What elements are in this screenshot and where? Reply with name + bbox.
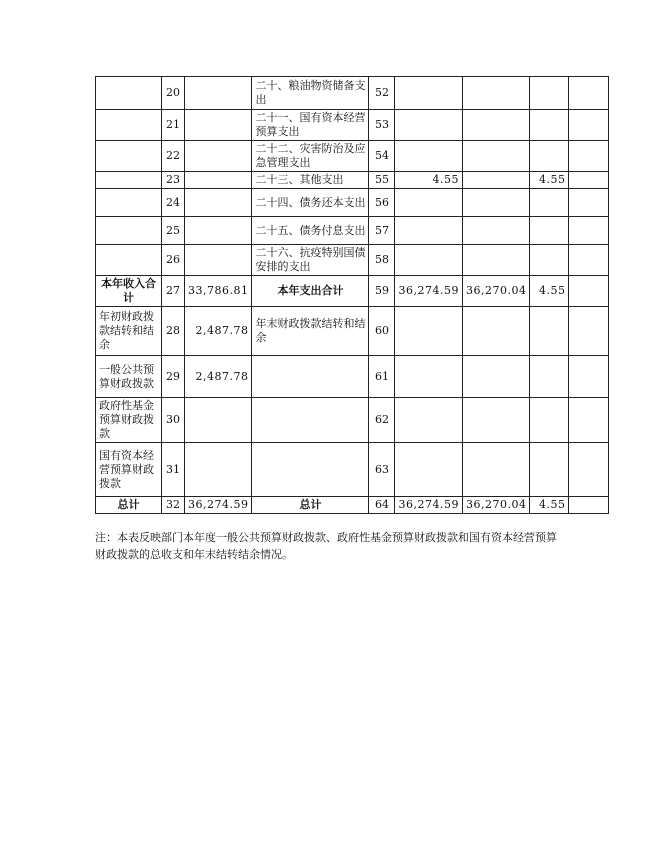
table-row	[96, 77, 609, 110]
income-amount-cell	[185, 217, 252, 245]
expense-item-cell	[252, 443, 369, 497]
expense-row-number-cell: 52	[369, 77, 395, 110]
table-row	[96, 398, 609, 443]
income-amount-cell	[185, 141, 252, 172]
fund-budget-cell	[530, 398, 569, 443]
table-row	[96, 189, 609, 217]
table-row	[96, 217, 609, 245]
income-row-number-cell: 29	[162, 356, 185, 398]
fund-budget-cell	[530, 77, 569, 110]
expense-total-cell	[395, 141, 462, 172]
expense-total-cell	[395, 307, 462, 356]
expense-total-cell	[395, 443, 462, 497]
income-row-number-cell: 25	[162, 217, 185, 245]
income-row-number-cell: 31	[162, 443, 185, 497]
income-label-cell: 一般公共预算财政拨款	[96, 356, 162, 398]
fund-budget-cell: 4.55	[530, 276, 569, 307]
income-row-number-cell: 28	[162, 307, 185, 356]
general-budget-cell	[462, 189, 529, 217]
expense-total-cell: 36,274.59	[395, 276, 462, 307]
income-label-cell: 年初财政拨款结转和结余	[96, 307, 162, 356]
state-capital-budget-cell	[569, 110, 609, 141]
general-budget-cell	[462, 443, 529, 497]
state-capital-budget-cell	[569, 356, 609, 398]
general-budget-cell: 36,270.04	[462, 276, 529, 307]
expense-item-cell: 年末财政拨款结转和结余	[252, 307, 369, 356]
expense-total-cell	[395, 245, 462, 276]
state-capital-budget-cell	[569, 398, 609, 443]
income-amount-cell	[185, 172, 252, 189]
expense-row-number-cell: 58	[369, 245, 395, 276]
fiscal-appropriation-table	[95, 76, 609, 514]
income-row-number-cell: 26	[162, 245, 185, 276]
expense-row-number-cell: 64	[369, 497, 395, 514]
table-row	[96, 356, 609, 398]
expense-row-number-cell: 56	[369, 189, 395, 217]
state-capital-budget-cell	[569, 77, 609, 110]
income-row-number-cell: 24	[162, 189, 185, 217]
general-budget-cell	[462, 245, 529, 276]
general-budget-cell	[462, 217, 529, 245]
income-label-cell: 本年收入合计	[96, 276, 162, 307]
expense-row-number-cell: 59	[369, 276, 395, 307]
table-row	[96, 497, 609, 514]
expense-total-cell	[395, 77, 462, 110]
expense-row-number-cell: 63	[369, 443, 395, 497]
income-amount-cell	[185, 110, 252, 141]
income-row-number-cell: 27	[162, 276, 185, 307]
income-amount-cell	[185, 443, 252, 497]
income-label-cell: 政府性基金预算财政拨款	[96, 398, 162, 443]
income-amount-cell	[185, 245, 252, 276]
fund-budget-cell	[530, 110, 569, 141]
expense-item-cell: 二十一、国有资本经营预算支出	[252, 110, 369, 141]
income-amount-cell: 36,274.59	[185, 497, 252, 514]
expense-total-cell	[395, 110, 462, 141]
expense-item-cell	[252, 356, 369, 398]
income-label-cell: 总计	[96, 497, 162, 514]
income-row-number-cell: 30	[162, 398, 185, 443]
general-budget-cell	[462, 398, 529, 443]
expense-total-cell	[395, 398, 462, 443]
fund-budget-cell: 4.55	[530, 497, 569, 514]
table-row	[96, 141, 609, 172]
general-budget-cell	[462, 110, 529, 141]
table-row	[96, 245, 609, 276]
table-row	[96, 443, 609, 497]
fund-budget-cell	[530, 443, 569, 497]
table-row	[96, 276, 609, 307]
expense-item-cell: 二十三、其他支出	[252, 172, 369, 189]
general-budget-cell	[462, 77, 529, 110]
state-capital-budget-cell	[569, 141, 609, 172]
income-row-number-cell: 32	[162, 497, 185, 514]
income-amount-cell: 33,786.81	[185, 276, 252, 307]
fund-budget-cell	[530, 189, 569, 217]
state-capital-budget-cell	[569, 245, 609, 276]
general-budget-cell	[462, 172, 529, 189]
expense-item-cell: 本年支出合计	[252, 276, 369, 307]
state-capital-budget-cell	[569, 172, 609, 189]
state-capital-budget-cell	[569, 189, 609, 217]
fund-budget-cell	[530, 307, 569, 356]
income-label-cell	[96, 110, 162, 141]
expense-row-number-cell: 61	[369, 356, 395, 398]
expense-item-cell: 二十四、债务还本支出	[252, 189, 369, 217]
income-label-cell	[96, 189, 162, 217]
general-budget-cell	[462, 141, 529, 172]
general-budget-cell	[462, 356, 529, 398]
income-amount-cell	[185, 398, 252, 443]
expense-row-number-cell: 60	[369, 307, 395, 356]
income-label-cell	[96, 217, 162, 245]
general-budget-cell	[462, 307, 529, 356]
state-capital-budget-cell	[569, 276, 609, 307]
state-capital-budget-cell	[569, 217, 609, 245]
expense-total-cell: 36,274.59	[395, 497, 462, 514]
table-footnote: 注：本表反映部门本年度一般公共预算财政拨款、政府性基金预算财政拨款和国有资本经营预算财政拨款的总收支和年末结转结余情况。	[95, 531, 557, 561]
fund-budget-cell	[530, 217, 569, 245]
state-capital-budget-cell	[569, 307, 609, 356]
income-label-cell	[96, 141, 162, 172]
income-label-cell	[96, 77, 162, 110]
income-row-number-cell: 20	[162, 77, 185, 110]
expense-row-number-cell: 53	[369, 110, 395, 141]
table-row	[96, 307, 609, 356]
expense-item-cell	[252, 398, 369, 443]
fund-budget-cell	[530, 141, 569, 172]
state-capital-budget-cell	[569, 443, 609, 497]
fund-budget-cell: 4.55	[530, 172, 569, 189]
expense-item-cell: 二十、粮油物资储备支出	[252, 77, 369, 110]
fund-budget-cell	[530, 356, 569, 398]
income-row-number-cell: 23	[162, 172, 185, 189]
expense-total-cell: 4.55	[395, 172, 462, 189]
general-budget-cell: 36,270.04	[462, 497, 529, 514]
state-capital-budget-cell	[569, 497, 609, 514]
expense-item-cell: 二十六、抗疫特别国债安排的支出	[252, 245, 369, 276]
fund-budget-cell	[530, 245, 569, 276]
expense-row-number-cell: 57	[369, 217, 395, 245]
income-amount-cell	[185, 189, 252, 217]
income-amount-cell: 2,487.78	[185, 307, 252, 356]
table-row	[96, 172, 609, 189]
income-row-number-cell: 22	[162, 141, 185, 172]
income-amount-cell	[185, 77, 252, 110]
income-label-cell	[96, 172, 162, 189]
expense-row-number-cell: 54	[369, 141, 395, 172]
expense-total-cell	[395, 356, 462, 398]
expense-total-cell	[395, 189, 462, 217]
income-label-cell	[96, 245, 162, 276]
expense-row-number-cell: 55	[369, 172, 395, 189]
expense-item-cell: 总计	[252, 497, 369, 514]
expense-row-number-cell: 62	[369, 398, 395, 443]
expense-item-cell: 二十二、灾害防治及应急管理支出	[252, 141, 369, 172]
income-amount-cell: 2,487.78	[185, 356, 252, 398]
table-row	[96, 110, 609, 141]
income-row-number-cell: 21	[162, 110, 185, 141]
income-label-cell: 国有资本经营预算财政拨款	[96, 443, 162, 497]
expense-item-cell: 二十五、债务付息支出	[252, 217, 369, 245]
expense-total-cell	[395, 217, 462, 245]
